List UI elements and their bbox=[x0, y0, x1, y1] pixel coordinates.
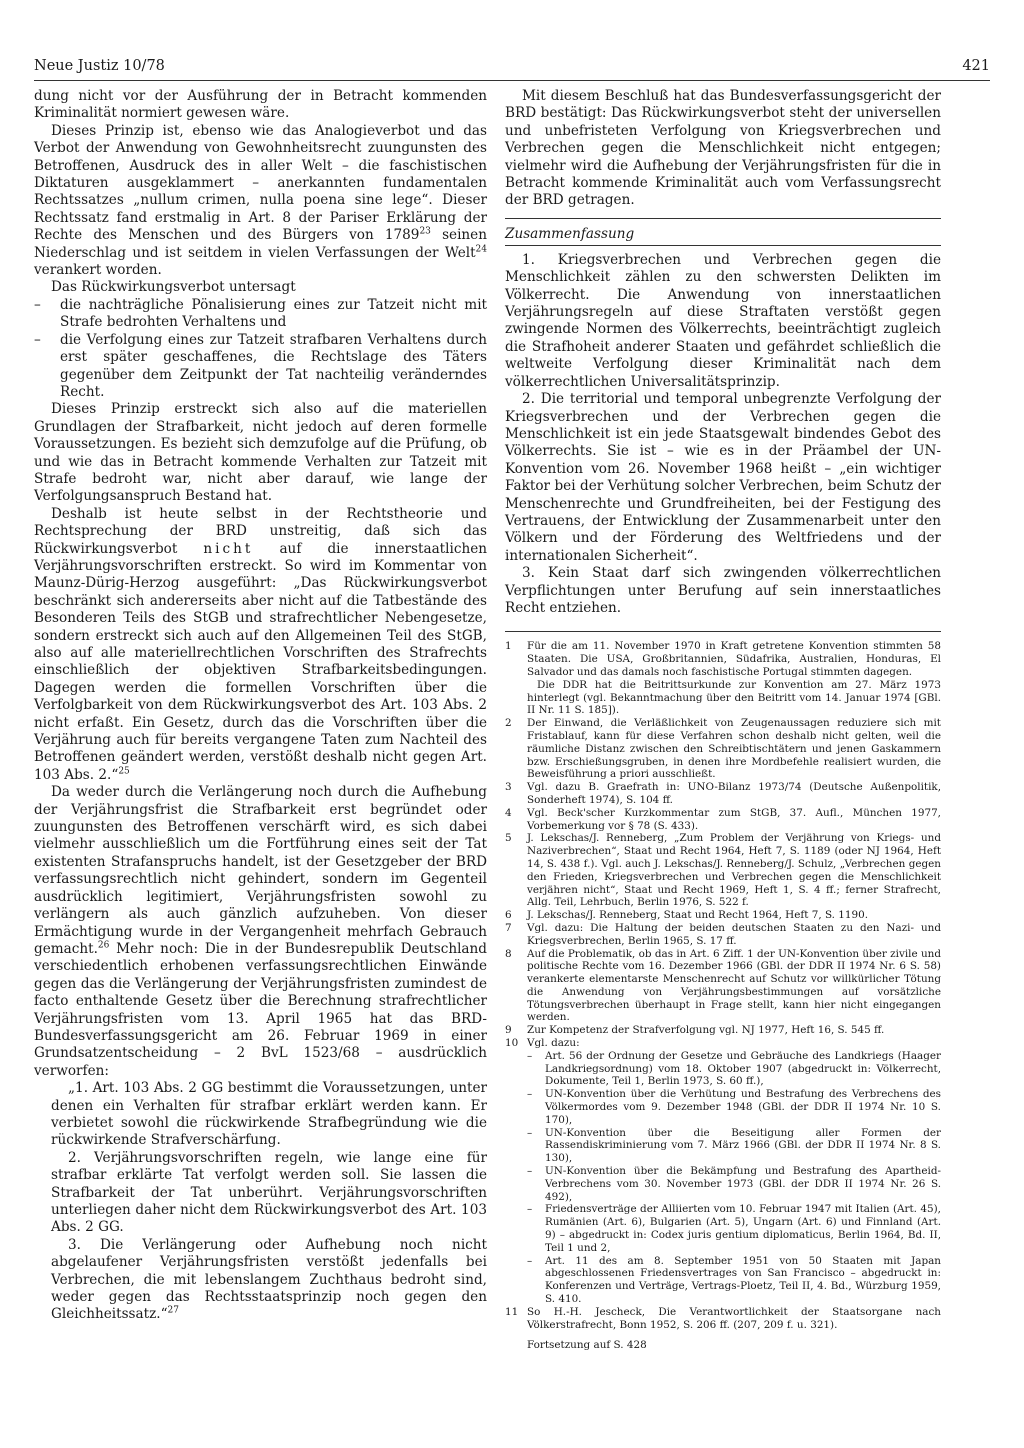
quote-paragraph: „1. Art. 103 Abs. 2 GG bestimmt die Voraussetzungen, unter denen ein Verhalten für strafbar erklärt werden kann. Er verbietet sowohl die rückwirkende Strafbegründung wie die rückwirkende Strafverschärfung. bbox=[51, 1080, 487, 1149]
footnote-list-item: – Art. 56 der Ordnung der Gesetze und Gebräuche des Landkriegs (Haager Landkriegsordnung) vom 18. Oktober 1907 (abgedruckt in: Völkerrecht, Dokumente, Teil 1, Berlin 1973, S. 60 ff.), bbox=[527, 1049, 941, 1088]
journal-issue: Neue Justiz 10/78 bbox=[34, 58, 165, 74]
section-rule bbox=[505, 218, 941, 219]
court-quote bbox=[34, 1080, 487, 1324]
footnote-ref: 26 bbox=[97, 940, 110, 951]
footnote-list-item: – Art. 11 des am 8. September 1951 von 50 Staaten mit Japan abgeschlossenen Friedensvertrages von San Francisco – abgedruckt in: Konferenzen und Verträge, Vertrags-Ploetz, Teil II, 4. Bd., Würzburg 1959, S. 410. bbox=[527, 1254, 941, 1306]
footnote-ref: 23 bbox=[419, 226, 431, 237]
section-heading: Zusammenfassung bbox=[505, 225, 635, 242]
footnote-rule bbox=[505, 631, 941, 632]
footnote: 5 J. Lekschas/J. Renneberg, „Zum Problem der Verjährung von Kriegs- und Naziverbrechen“, Staat und Recht 1964, Heft 7, S. 1189 (oder NJ 1964, Heft 14, S. 438 f.). Vgl. auch J. Lekschas/J. Renneberg/J. Schulz, „Verbrechen gegen den Frieden, Kriegsverbrechen und Verbrechen gegen die Menschlichkeit verjähren nicht“, Staat und Recht 1969, Heft 1, S. 4 ff.; ferner Strafrecht, Allg. Teil, Lehrbuch, Berlin 1976, S. 522 f. bbox=[505, 832, 941, 909]
summary-point: 1. Kriegsverbrechen und Verbrechen gegen die Menschlichkeit zählen zu den schwersten Delikten im Völkerrecht. Die Anwendung von innerstaatlichen Verjährungsregeln auf diese Straftaten verstößt gegen zwingende Normen des Völkerrechts, beeinträchtigt zugleich die Strafhoheit anderer Staaten und gefährdet schließlich die weltweite Verfolgung dieser Kriminalität nach dem völkerrechtlichen Universalitätsprinzip. bbox=[505, 251, 941, 390]
section-rule bbox=[505, 245, 941, 246]
quote-paragraph: 3. Die Verlängerung oder Aufhebung noch nicht abgelaufener Verjährungsfristen verstößt jedenfalls bei Verbrechen, die mit lebenslangem Zuchthaus bedroht sind, weder gegen das Rechtsstaatsprinzip noch gegen den Gleichheitssatz.“$^{27}$ bbox=[51, 1236, 487, 1323]
paragraph: Mit diesem Beschluß hat das Bundesverfassungsgericht der BRD bestätigt: Das Rückwirkungsverbot steht der universellen und unbefristeten Verfolgung von Kriegsverbrechen und Verbrechen gegen die Menschlichkeit nicht entgegen; vielmehr wird die Aufhebung der Verjährungsfristen für die in Betracht kommende Kriminalität auch vom Verfassungsrecht der BRD getragen. bbox=[505, 88, 941, 209]
footnote: 1 Für die am 11. November 1970 in Kraft getretene Konvention stimmten 58 Staaten. Die USA, Großbritannien, Südafrika, Australien, Honduras, El Salvador und das damals noch faschistische Portugal stimmten dagegen. bbox=[505, 640, 941, 678]
footnote-list-item: – UN-Konvention über die Verhütung und Bestrafung des Verbrechens des Völkermordes vom 9. Dezember 1948 (GBl. der DDR II 1974 Nr. 10 S. 170), bbox=[527, 1088, 941, 1126]
list-item: – die Verfolgung eines zur Tatzeit strafbaren Verhaltens durch erst später geschaffenes, die Rechtslage des Täters gegenüber dem Zeitpunkt der Tat nachteilig veränderndes Recht. bbox=[34, 331, 487, 400]
footnote-list-item: – UN-Konvention über die Beseitigung aller Formen der Rassendiskriminierung vom 7. März 1966 (GBl. der DDR II 1974 Nr. 8 S. 130), bbox=[527, 1126, 941, 1165]
paragraph: Das Rückwirkungsverbot untersagt bbox=[51, 279, 296, 296]
footnotes bbox=[505, 640, 941, 1352]
footnote: 6 J. Lekschas/J. Renneberg, Staat und Recht 1964, Heft 7, S. 1190. bbox=[505, 909, 869, 922]
running-header bbox=[34, 58, 990, 82]
footnote-list-item: – Friedensverträge der Alliierten vom 10. Februar 1947 mit Italien (Art. 45), Rumänien (Art. 6), Bulgarien (Art. 5), Ungarn (Art. 6) und Finnland (Art. 9) – abgedruckt in: Codex juris gentium diplomaticus, Berlin 1964, Bd. II, Teil 1 und 2, bbox=[527, 1203, 941, 1254]
footnote-ref: 25 bbox=[118, 766, 130, 777]
summary-point: 3. Kein Staat darf sich zwingenden völkerrechtlichen Verpflichtungen unter Berufung auf sein innerstaatliches Recht entziehen. bbox=[505, 565, 941, 616]
footnote-ref: 27 bbox=[167, 1305, 179, 1316]
right-column bbox=[505, 88, 941, 1352]
list-item: – die nachträgliche Pönalisierung eines zur Tatzeit nicht mit Strafe bedrohten Verhaltens und bbox=[34, 296, 487, 331]
left-column bbox=[34, 88, 487, 1324]
footnote: 11 So H.-H. Jescheck, Die Verantwortlichkeit der Staatsorgane nach Völkerstrafrecht, Bonn 1952, S. 206 ff. (207, 209 f. u. 321). bbox=[505, 1305, 941, 1331]
footnote: 10 Vgl. dazu: bbox=[505, 1037, 580, 1050]
paragraph: dung nicht vor der Ausführung der in Betracht kommenden Kriminalität normiert gewesen wäre. bbox=[34, 88, 487, 122]
footnote-ref: 24 bbox=[475, 244, 487, 255]
paragraph: Deshalb ist heute selbst in der Rechtstheorie und Rechtsprechung der BRD unstreitig, daß sich das Rückwirkungsverbot nicht auf die innerstaatlichen Verjährungsvorschriften erstreckt. So wird im Kommentar von Maunz-Dürig-Herzog ausgeführt: „Das Rückwirkungsverbot beschränkt sich andererseits aber nicht auf die Tatbestände des Besonderen Teils des StGB und strafrechtlicher Nebengesetze, sondern erstreckt sich auch auf den Allgemeinen Teil des StGB, also auf alle materiellrechtlichen Vorschriften des Strafrechts einschließlich der objektiven Strafbarkeitsbedingungen. Dagegen werden die formellen Vorschriften über die Verfolgbarkeit von dem Rückwirkungsverbot des Art. 103 Abs. 2 nicht erfaßt. Ein Gesetz, durch das die Vorschriften über die Verjährung auch für bereits vergangene Taten zum Nachteil des Betroffenen geändert werden, verstößt deshalb nicht gegen Art. 103 Abs. 2.“$^{25}$ bbox=[34, 505, 488, 783]
footnote: 7 Vgl. dazu: Die Haltung der beiden deutschen Staaten zu den Nazi- und Kriegsverbrechen, Berlin 1965, S. 17 ff. bbox=[505, 921, 941, 947]
footnote-list-item: – UN-Konvention über die Bekämpfung und Bestrafung des Apartheid-Verbrechens vom 30. November 1973 (GBl. der DDR II 1974 Nr. 26 S. 492), bbox=[527, 1165, 941, 1203]
footnote: 2 Der Einwand, die Verläßlichkeit von Zeugenaussagen reduziere sich mit Fristablauf, kann für diese Verfahren schon deshalb nicht gelten, weil die räumliche Distanz zwischen den Schreibtischtätern und jenen Gaskammern bzw. Erschießungsgruben, in denen ihre Mordbefehle realisiert wurden, die Beweisführung a priori ausschließt. bbox=[505, 717, 941, 781]
paragraph: Dieses Prinzip ist, ebenso wie das Analogieverbot und das Verbot der Anwendung von Gewohnheitsrecht zuungunsten des Betroffenen, Ausdruck des in aller Welt – die faschistischen Diktaturen ausgeklammert – anerkannten fundamentalen Rechtssatzes „nullum crimen, nulla poena sine lege“. Dieser Rechtssatz fand erstmalig in Art. 8 der Pariser Erklärung der Rechte des Menschen und des Bürgers von 1789$^{23}$ seinen Niederschlag und ist seitdem in vielen Verfassungen der Welt$^{24}$ verankert worden. bbox=[34, 122, 487, 279]
paragraph: Dieses Prinzip erstreckt sich also auf die materiellen Grundlagen der Strafbarkeit, nicht jedoch auf deren formelle Voraussetzungen. Es bezieht sich demzufolge auf die Prüfung, ob und wie das in Betracht kommende Verhalten zur Tatzeit mit Strafe bedroht war, nicht aber darauf, wie lange der Verfolgungsanspruch Bestand hat. bbox=[34, 401, 487, 505]
continuation-note: Fortsetzung auf S. 428 bbox=[527, 1339, 647, 1352]
spaced-emphasis: nicht bbox=[203, 540, 254, 557]
footnote: 3 Vgl. dazu B. Graefrath in: UNO-Bilanz 1973/74 (Deutsche Außenpolitik, Sonderheft 1974), S. 104 ff. bbox=[505, 781, 941, 806]
footnote: 9 Zur Kompetenz der Strafverfolgung vgl. NJ 1977, Heft 16, S. 545 ff. bbox=[505, 1024, 885, 1037]
summary-point: 2. Die territorial und temporal unbegrenzte Verfolgung der Kriegsverbrechen und der Verbrechen gegen die Menschlichkeit ist ein jede Staatsgewalt bindendes Gebot des Völkerrechts. Sie ist – wie es in der Präambel der UN-Konvention vom 26. November 1968 heißt – „ein wichtiger Faktor bei der Verhütung solcher Verbrechen, beim Schutz der Menschenrechte und Grundfreiheiten, bei der Festigung des Vertrauens, der Entwicklung der Zusammenarbeit unter den Völkern und der Förderung des Weltfriedens und der internationalen Sicherheit“. bbox=[505, 391, 941, 564]
quote-paragraph: 2. Verjährungsvorschriften regeln, wie lange eine für strafbar erklärte Tat verfolgt werden soll. Sie lassen die Strafbarkeit der Tat unberührt. Verjährungsvorschriften unterliegen daher nicht dem Rückwirkungsverbot des Art. 103 Abs. 2 GG. bbox=[51, 1149, 487, 1236]
paragraph: Da weder durch die Verlängerung noch durch die Aufhebung der Verjährungsfrist die Strafbarkeit erst begründet oder zuungunsten des Betroffenen verschärft wird, es sich dabei vielmehr ausschließlich um die Fortführung eines seit der Tat existenten Strafanspruchs handelt, ist der Gesetzgeber der BRD verfassungsrechtlich nicht gehindert, sondern im Gegenteil ausdrücklich legitimiert, Verjährungsfristen sowohl zu verlängern als auch gänzlich aufzuheben. Von dieser Ermächtigung wurde in der Vergangenheit mehrfach Gebrauch gemacht.$^{26}$ Mehr noch: Die in der Bundesrepublik Deutschland verschiedentlich erhobenen verfassungsrechtlichen Einwände gegen das die Verlängerung der Verjährungsfristen zumindest de facto enthaltende Gesetz über die Berechnung strafrechtlicher Verjährungsfristen vom 13. April 1965 hat das BRD-Bundesverfassungsgericht am 26. Februar 1969 in einer Grundsatzentscheidung – 2 BvL 1523/68 – ausdrücklich verworfen: bbox=[34, 784, 487, 1079]
footnote: 8 Auf die Problematik, ob das in Art. 6 Ziff. 1 der UN-Konvention über zivile und politische Rechte vom 16. Dezember 1966 (GBl. der DDR II 1974 Nr. 6 S. 58) verankerte elementarste Menschenrecht auf Schutz vor willkürlicher Tötung die Anwendung von Verjährungsbestimmungen auf vorsätzliche Tötungsverbrechen überhaupt in Frage stellt, kann hier nicht eingegangen werden. bbox=[505, 947, 941, 1024]
footnote: 4 Vgl. Beck'scher Kurzkommentar zum StGB, 37. Aufl., München 1977, Vorbemerkung vor § 78 (S. 433). bbox=[505, 806, 941, 832]
header-rule bbox=[34, 80, 990, 81]
footnote-continuation: Die DDR hat die Beitrittsurkunde zur Konvention am 27. März 1973 hinterlegt (vgl. Bekanntmachung über den Beitritt vom 14. Januar 1974 [GBl. II Nr. 11 S. 185]). bbox=[527, 678, 941, 717]
page-number: 421 bbox=[962, 58, 990, 74]
